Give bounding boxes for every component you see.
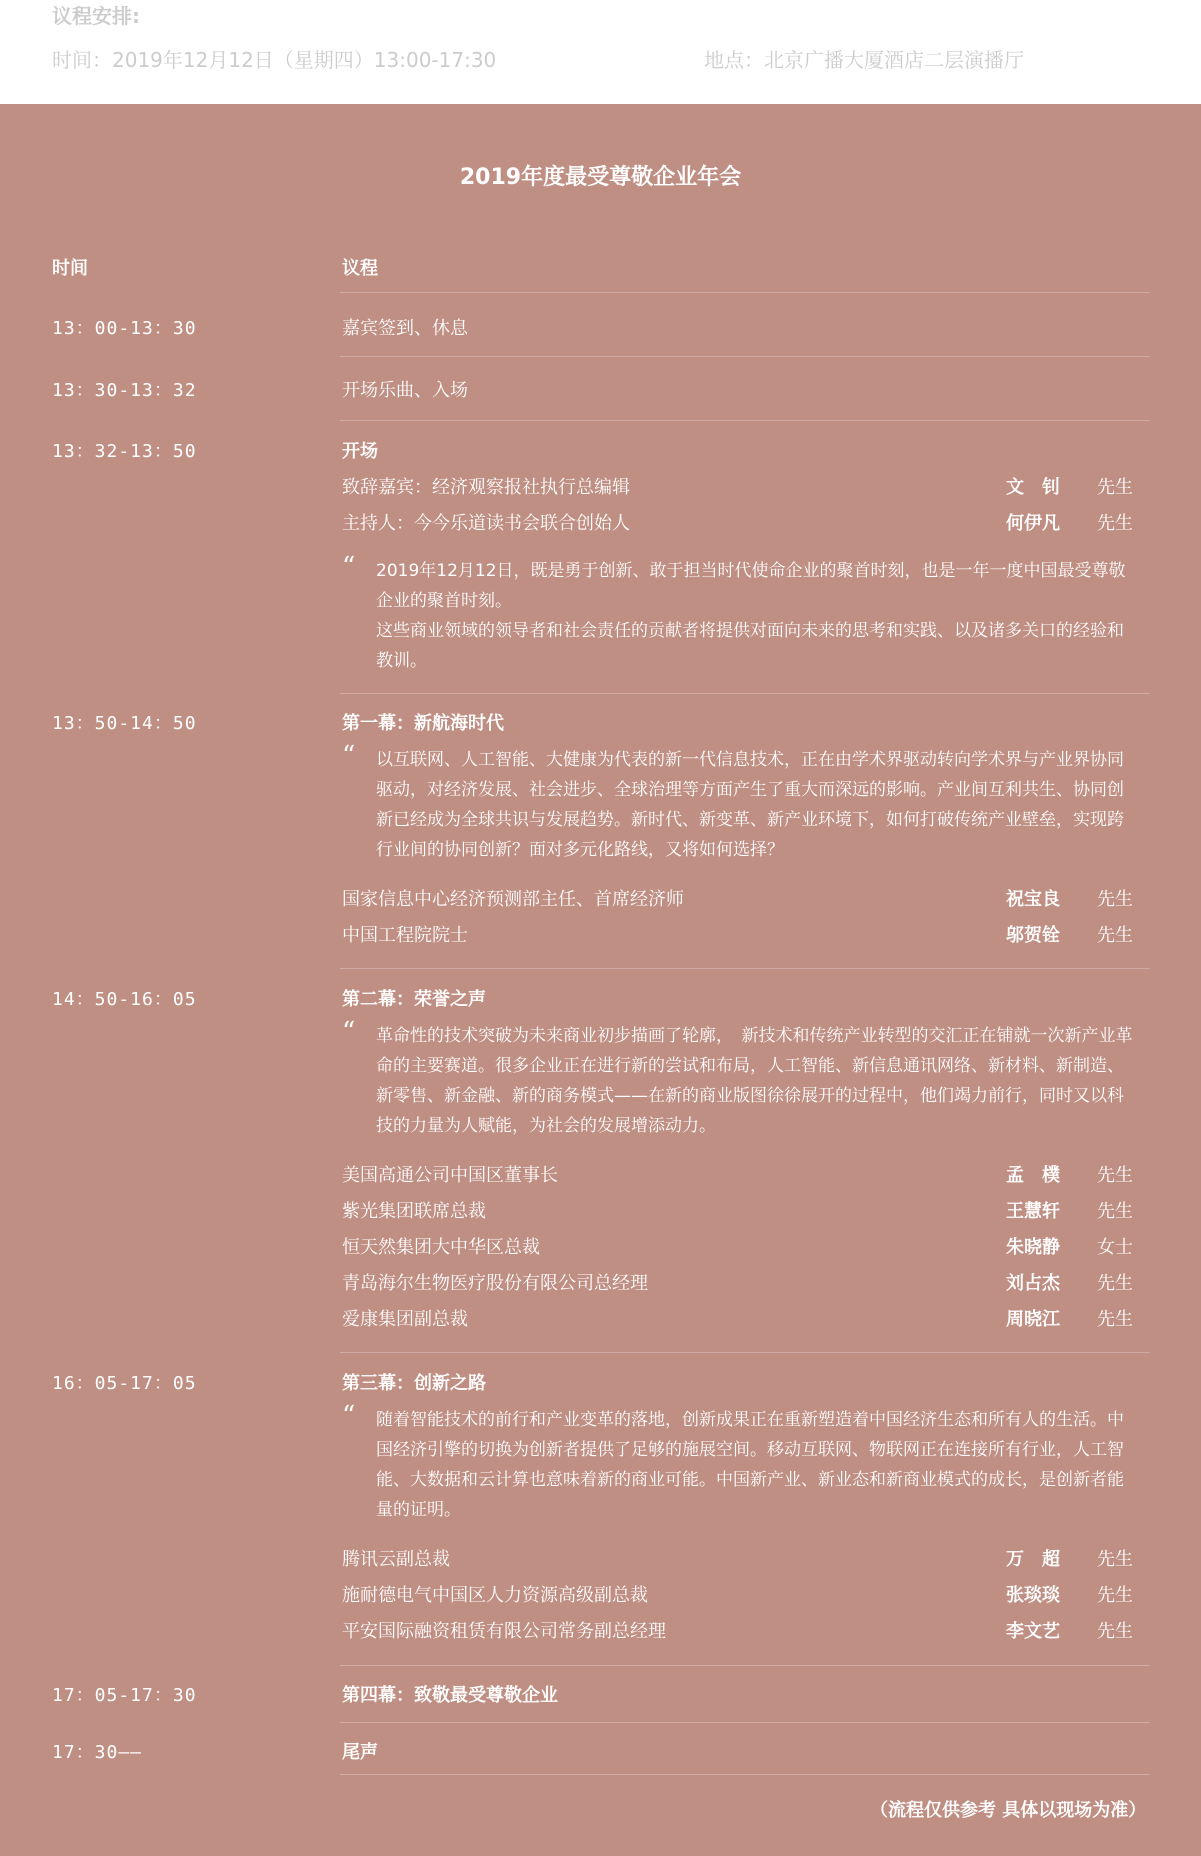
- column-header-time: 时间: [52, 258, 88, 279]
- speaker-honorific: 先生: [1097, 1621, 1133, 1642]
- speaker-role: 爱康集团副总裁: [342, 1309, 468, 1330]
- section-heading: 开场: [342, 441, 378, 462]
- quote-icon: “: [342, 1401, 356, 1431]
- speaker-role: 施耐德电气中国区人力资源高级副总裁: [342, 1585, 648, 1606]
- event-location: 地点：北京广播大厦酒店二层演播厅: [704, 48, 1024, 72]
- section-heading: 第四幕：致敬最受尊敬企业: [342, 1685, 558, 1706]
- event-info: [0, 0, 1201, 104]
- speaker-honorific: 先生: [1097, 513, 1133, 534]
- quote-text: 这些商业领域的领导者和社会责任的贡献者将提供对面向未来的思考和实践、以及诸多关口的经验和教训。: [376, 621, 1124, 671]
- speaker-honorific: 先生: [1097, 1549, 1133, 1570]
- section-heading: 第三幕：创新之路: [342, 1373, 486, 1394]
- quote-text: 随着智能技术的前行和产业变革的落地，创新成果正在重新塑造着中国经济生态和所有人的生活。中国经济引擎的切换为创新者提供了足够的施展空间。移动互联网、物联网正在连接所有行业，人工智能、大数据和云计算也意味着新的商业可能。中国新产业、新业态和新商业模式的成长，是创新者能量的证明。: [376, 1410, 1124, 1520]
- quote-text: 2019年12月12日，既是勇于创新、敢于担当时代使命企业的聚首时刻，也是一年一度中国最受尊敬企业的聚首时刻。: [376, 561, 1126, 611]
- speaker-name: 朱晓静: [1006, 1237, 1060, 1258]
- page-title: 2019年度最受尊敬企业年会: [459, 165, 742, 190]
- speaker-honorific: 先生: [1097, 1165, 1133, 1186]
- speaker-role: 腾讯云副总裁: [342, 1549, 450, 1570]
- row-time: 16：05-17：05: [52, 1373, 197, 1394]
- divider: [340, 968, 1150, 969]
- speaker-name: 刘占杰: [1006, 1273, 1060, 1294]
- footnote: （流程仅供参考 具体以现场为准）: [870, 1800, 1147, 1821]
- quote-icon: “: [342, 741, 356, 771]
- section-heading: 尾声: [342, 1742, 378, 1763]
- speaker-role: 恒天然集团大中华区总裁: [342, 1237, 540, 1258]
- speaker-role: 主持人：今今乐道读书会联合创始人: [342, 513, 630, 534]
- row-time: 13：00-13：30: [52, 318, 197, 339]
- column-header-agenda: 议程: [342, 258, 378, 279]
- row-time: 13：32-13：50: [52, 441, 197, 462]
- row-time: 14：50-16：05: [52, 989, 197, 1010]
- speaker-role: 紫光集团联席总裁: [342, 1201, 486, 1222]
- agenda-label: 议程安排:: [52, 4, 140, 28]
- speaker-honorific: 先生: [1097, 925, 1133, 946]
- section-heading: 第二幕：荣誉之声: [342, 989, 486, 1010]
- event-time: 时间：2019年12月12日（星期四）13:00-17:30: [52, 48, 497, 72]
- speaker-name: 何伊凡: [1006, 513, 1060, 534]
- speaker-name: 张琰琰: [1006, 1585, 1060, 1606]
- divider: [340, 356, 1150, 357]
- row-text: 嘉宾签到、休息: [342, 318, 468, 339]
- quote-text: 以互联网、人工智能、大健康为代表的新一代信息技术，正在由学术界驱动转向学术界与产业界协同驱动，对经济发展、社会进步、全球治理等方面产生了重大而深远的影响。产业间互利共生、协同创新已经成为全球共识与发展趋势。新时代、新变革、新产业环境下，如何打破传统产业壁垒，实现跨行业间的协同创新？面对多元化路线，又将如何选择？: [376, 750, 1124, 860]
- speaker-role: 中国工程院院士: [342, 925, 468, 946]
- speaker-honorific: 先生: [1097, 477, 1133, 498]
- speaker-name: 王慧轩: [1006, 1201, 1060, 1222]
- row-time: 13：50-14：50: [52, 713, 197, 734]
- speaker-honorific: 先生: [1097, 1309, 1133, 1330]
- speaker-name: 祝宝良: [1006, 889, 1060, 910]
- divider: [340, 292, 1150, 293]
- speaker-role: 国家信息中心经济预测部主任、首席经济师: [342, 889, 684, 910]
- speaker-name: 文 钊: [1006, 477, 1060, 498]
- speaker-honorific: 先生: [1097, 889, 1133, 910]
- row-text: 开场乐曲、入场: [342, 380, 468, 401]
- divider: [340, 1774, 1150, 1775]
- divider: [340, 420, 1150, 421]
- speaker-role: 致辞嘉宾：经济观察报社执行总编辑: [342, 477, 630, 498]
- row-time: 17：05-17：30: [52, 1685, 197, 1706]
- speaker-name: 万 超: [1006, 1549, 1060, 1570]
- section-heading: 第一幕：新航海时代: [342, 713, 504, 734]
- quote-icon: “: [342, 552, 356, 582]
- speaker-role: 美国高通公司中国区董事长: [342, 1165, 558, 1186]
- divider: [340, 1352, 1150, 1353]
- speaker-honorific: 先生: [1097, 1201, 1133, 1222]
- speaker-honorific: 先生: [1097, 1585, 1133, 1606]
- row-time: 13：30-13：32: [52, 380, 197, 401]
- row-time: 17：30——: [52, 1742, 143, 1763]
- speaker-honorific: 女士: [1097, 1237, 1133, 1258]
- quote-text: 革命性的技术突破为未来商业初步描画了轮廓， 新技术和传统产业转型的交汇正在铺就一次新产业革命的主要赛道。很多企业正在进行新的尝试和布局，人工智能、新信息通讯网络、新材料、新制造、新零售、新金融、新的商务模式——在新的商业版图徐徐展开的过程中，他们竭力前行，同时又以科技的力量为人赋能，为社会的发展增添动力。: [376, 1026, 1133, 1136]
- speaker-honorific: 先生: [1097, 1273, 1133, 1294]
- quote-icon: “: [342, 1017, 356, 1047]
- divider: [340, 693, 1150, 694]
- divider: [340, 1665, 1150, 1666]
- speaker-name: 孟 樸: [1006, 1165, 1060, 1186]
- divider: [340, 1722, 1150, 1723]
- speaker-role: 平安国际融资租赁有限公司常务副总经理: [342, 1621, 666, 1642]
- speaker-role: 青岛海尔生物医疗股份有限公司总经理: [342, 1273, 648, 1294]
- speaker-name: 周晓江: [1006, 1309, 1060, 1330]
- speaker-name: 邬贺铨: [1006, 925, 1060, 946]
- speaker-name: 李文艺: [1006, 1621, 1060, 1642]
